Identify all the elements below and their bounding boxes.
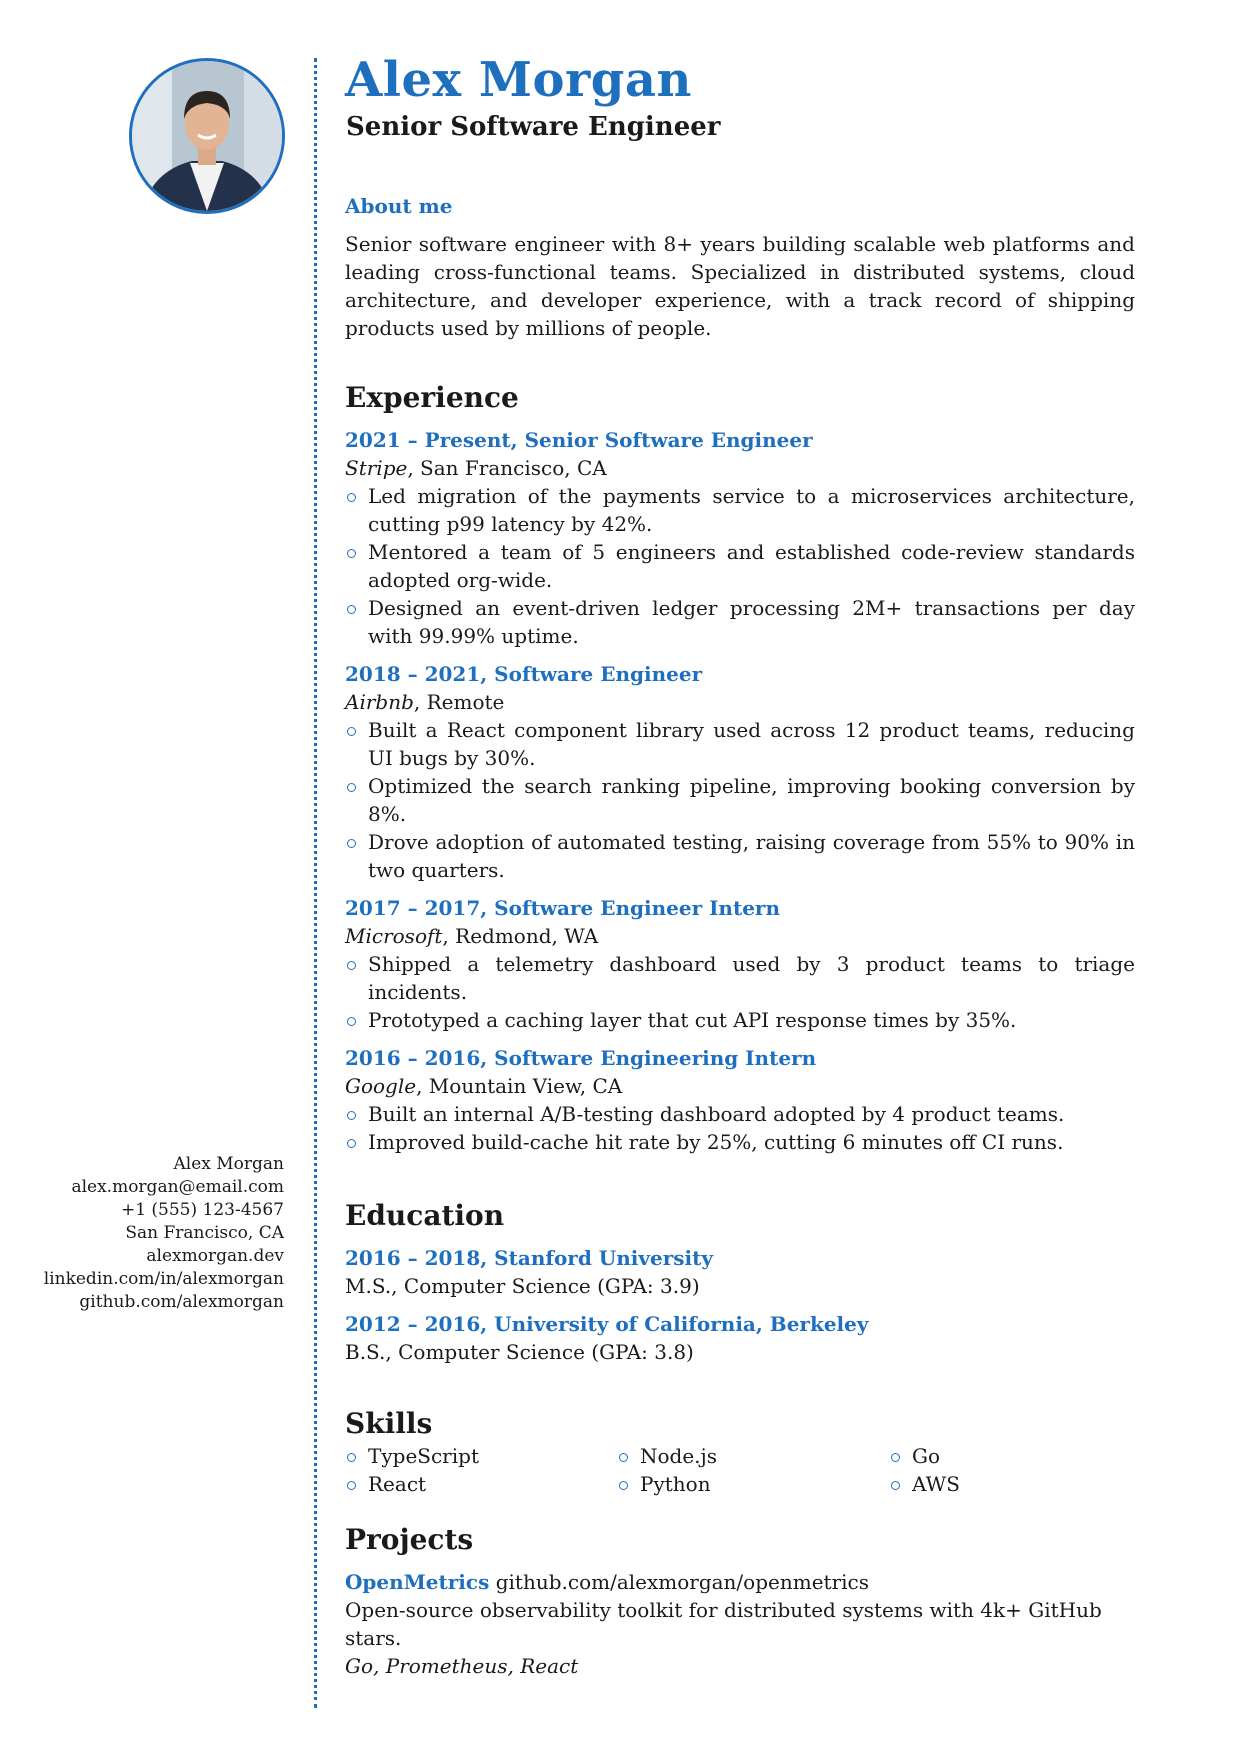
- company-location: , Remote: [413, 690, 505, 714]
- education-entry: [345, 1244, 1135, 1300]
- education-entry-heading: 2016 – 2018, Stanford University: [345, 1246, 713, 1270]
- experience-bullet: Improved build-cache hit rate by 25%, cutting 6 minutes off CI runs.: [345, 1128, 1135, 1156]
- experience-entry-company-line: [345, 922, 1135, 950]
- experience-entry: [345, 1044, 1135, 1156]
- experience-bullet: Optimized the search ranking pipeline, improving booking conversion by 8%.: [345, 772, 1135, 828]
- experience-entry-heading: 2017 – 2017, Software Engineer Intern: [345, 896, 780, 920]
- experience-list: [345, 426, 1135, 1156]
- experience-bullet: Drove adoption of automated testing, raising coverage from 55% to 90% in two quarters.: [345, 828, 1135, 884]
- dotted-divider: [314, 58, 317, 1708]
- experience-bullets: [345, 482, 1135, 650]
- contact-email[interactable]: alex.morgan@email.com: [71, 1177, 284, 1197]
- contact-location: San Francisco, CA: [125, 1223, 284, 1243]
- skill-item: Python: [617, 1470, 889, 1498]
- education-heading: Education: [345, 1199, 505, 1232]
- about-text: Senior software engineer with 8+ years building scalable web platforms and leading cross-functional teams. Specialized in distributed systems, cloud architecture, and developer experience, with a track record of shipping products used by millions of people.: [345, 232, 1135, 340]
- experience-bullet: Mentored a team of 5 engineers and established code-review standards adopted org-wide.: [345, 538, 1135, 594]
- project-url[interactable]: github.com/alexmorgan/openmetrics: [495, 1570, 869, 1594]
- experience-entry-company-line: [345, 688, 1135, 716]
- experience-entry-heading: 2018 – 2021, Software Engineer: [345, 662, 703, 686]
- experience-bullets: [345, 1100, 1135, 1156]
- contact-phone: +1 (555) 123-4567: [120, 1200, 284, 1220]
- project-entry: [345, 1568, 1135, 1680]
- company-location: , Redmond, WA: [442, 924, 599, 948]
- skill-item: TypeScript: [345, 1442, 617, 1470]
- main-content: [345, 50, 1135, 1680]
- experience-bullets: [345, 716, 1135, 884]
- education-entry-detail: B.S., Computer Science (GPA: 3.8): [345, 1340, 694, 1364]
- experience-bullet: Shipped a telemetry dashboard used by 3 product teams to triage incidents.: [345, 950, 1135, 1006]
- contact-name: Alex Morgan: [173, 1154, 284, 1174]
- about-heading: About me: [345, 194, 453, 218]
- experience-bullet: Led migration of the payments service to a microservices architecture, cutting p99 latency by 42%.: [345, 482, 1135, 538]
- project-name: OpenMetrics: [345, 1570, 490, 1594]
- experience-bullets: [345, 950, 1135, 1034]
- education-entry-detail: M.S., Computer Science (GPA: 3.9): [345, 1274, 700, 1298]
- projects-list: [345, 1568, 1135, 1680]
- projects-heading: Projects: [345, 1523, 474, 1556]
- education-list: [345, 1244, 1135, 1366]
- skills-list: [345, 1442, 1135, 1498]
- experience-bullet: Designed an event-driven ledger processing 2M+ transactions per day with 99.99% uptime.: [345, 594, 1135, 650]
- company-name: Airbnb: [345, 690, 414, 714]
- project-title-line: [345, 1568, 1135, 1596]
- skill-item: AWS: [889, 1470, 1135, 1498]
- company-location: , San Francisco, CA: [407, 456, 607, 480]
- project-description: Open-source observability toolkit for distributed systems with 4k+ GitHub stars.: [345, 1598, 1102, 1650]
- experience-entry-heading: 2021 – Present, Senior Software Engineer: [345, 428, 813, 452]
- company-name: Google: [345, 1074, 417, 1098]
- contact-github[interactable]: github.com/alexmorgan: [79, 1292, 284, 1312]
- experience-entry: [345, 660, 1135, 884]
- experience-entry: [345, 426, 1135, 650]
- experience-entry-company-line: [345, 1072, 1135, 1100]
- job-title: Senior Software Engineer: [346, 112, 721, 142]
- profile-photo: [129, 58, 285, 214]
- education-entry-heading: 2012 – 2016, University of California, Berkeley: [345, 1312, 869, 1336]
- experience-entry-heading: 2016 – 2016, Software Engineering Intern: [345, 1046, 817, 1070]
- experience-bullet: Built an internal A/B-testing dashboard adopted by 4 product teams.: [345, 1100, 1135, 1128]
- experience-bullet: Prototyped a caching layer that cut API response times by 35%.: [345, 1006, 1135, 1034]
- experience-bullet: Built a React component library used across 12 product teams, reducing UI bugs by 30%.: [345, 716, 1135, 772]
- company-name: Stripe: [345, 456, 408, 480]
- experience-entry: [345, 894, 1135, 1034]
- skills-heading: Skills: [345, 1407, 433, 1440]
- person-name: Alex Morgan: [345, 52, 692, 108]
- experience-entry-company-line: [345, 454, 1135, 482]
- contact-linkedin[interactable]: linkedin.com/in/alexmorgan: [43, 1269, 284, 1289]
- experience-heading: Experience: [345, 381, 519, 414]
- company-name: Microsoft: [345, 924, 443, 948]
- company-location: , Mountain View, CA: [416, 1074, 623, 1098]
- contact-website[interactable]: alexmorgan.dev: [146, 1246, 284, 1266]
- contact-info: [44, 1153, 284, 1314]
- skill-item: React: [345, 1470, 617, 1498]
- project-tech: Go, Prometheus, React: [345, 1654, 579, 1678]
- skill-item: Go: [889, 1442, 1135, 1470]
- education-entry: [345, 1310, 1135, 1366]
- skill-item: Node.js: [617, 1442, 889, 1470]
